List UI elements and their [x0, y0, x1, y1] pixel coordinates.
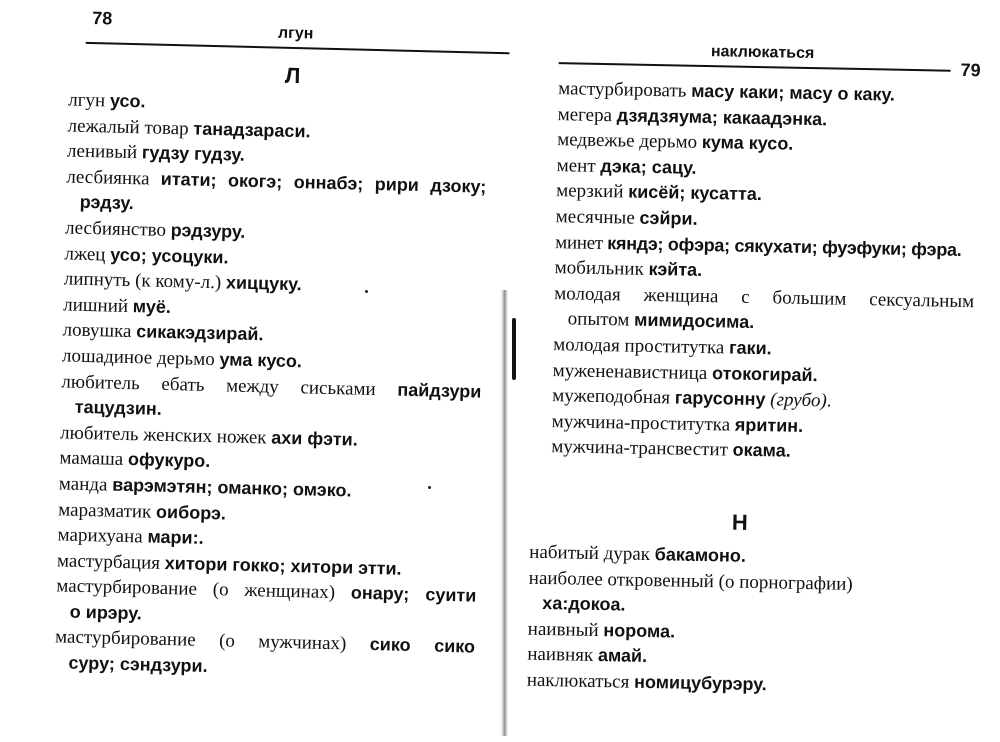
entry-translation: усо; усоцуки. — [110, 244, 229, 268]
entry-translation: кума кусо. — [701, 132, 794, 154]
entry-term: мамаша — [59, 447, 124, 471]
entry-term: мент — [556, 154, 596, 177]
entry-translation: дзядзяума; какаадэнка. — [616, 104, 828, 129]
right-header-rule — [559, 62, 951, 72]
entry-term: мобильник — [554, 257, 644, 281]
entry-term: мужененавистница — [552, 359, 708, 384]
entry-term: мужеподобная — [552, 385, 671, 409]
entry-translation: амай. — [597, 645, 648, 667]
entry-translation: муё. — [132, 295, 172, 317]
entry-term: мерзкий — [556, 180, 624, 203]
entry-translation: хиццуку. — [225, 272, 302, 295]
entry-translation: кисёй; кусатта. — [628, 181, 763, 205]
entry-translation: дэка; сацу. — [600, 155, 697, 178]
left-page-number: 78 — [92, 8, 113, 29]
entry-translation: ха:докоа. — [542, 593, 626, 615]
entry-term-continued: опытом — [567, 308, 630, 331]
entry-term: маразматик — [58, 498, 152, 523]
entry-translation: мари:. — [147, 526, 204, 549]
entry-term: лгун — [68, 89, 106, 112]
right-entry-list-m — [551, 76, 978, 468]
entry-term: ловушка — [62, 319, 132, 343]
entry-translation: сэйри. — [639, 207, 698, 229]
entry-translation: гудзу гудзу. — [141, 142, 246, 165]
left-running-head: лгун — [277, 24, 314, 43]
entry-term: минет — [555, 231, 604, 254]
entry-translation: пайдзури — [397, 379, 482, 402]
scan-speck — [428, 486, 431, 489]
entry-term: лишний — [63, 294, 129, 317]
entry-translation: ума кусо. — [219, 349, 303, 372]
entry-translation: кяндэ; офэра; сякухати; фуэфуки; фэра. — [607, 232, 962, 260]
entry-term: ленивый — [66, 140, 138, 164]
entry-usage-note: (грубо) — [770, 389, 827, 412]
dictionary-entry — [54, 625, 475, 686]
entry-translation: ахи фэти. — [271, 427, 358, 450]
entry-translation: бакамоно. — [654, 544, 747, 566]
entry-translation: окама. — [732, 439, 791, 462]
entry-punct: . — [826, 390, 832, 412]
right-entry-list-n — [527, 540, 950, 702]
entry-term: мастурбировать — [557, 78, 687, 102]
entry-translation-continued: тацудзин. — [74, 396, 163, 419]
entry-term: мастурбирование (о мужчинах) — [54, 626, 347, 655]
entry-translation: номицубурэру. — [633, 671, 767, 695]
entry-translation: варэмэтян; оманко; омэко. — [112, 474, 352, 501]
entry-translation: гарусонну — [674, 387, 766, 410]
section-letter-l: Л — [284, 62, 301, 89]
entry-translation: сико сико — [369, 634, 476, 658]
entry-term: набитый дурак — [529, 541, 651, 566]
entry-term: молодая женщина с большим сексуальным — [554, 282, 975, 312]
entry-term: манда — [58, 473, 108, 496]
entry-term: месячные — [555, 206, 635, 229]
entry-translation: норома. — [603, 619, 676, 642]
left-entry-list — [54, 87, 488, 686]
entry-translation: гаки. — [728, 337, 772, 359]
entry-term: мастурбация — [56, 550, 161, 574]
right-running-head: наклюкаться — [710, 43, 815, 63]
entry-term: наивняк — [527, 644, 594, 667]
scan-speck — [365, 290, 368, 293]
entry-translation: хитори гокко; хитори этти. — [164, 552, 402, 579]
entry-translation: офукуро. — [127, 449, 211, 472]
entry-translation-continued: суру; сэндзури. — [68, 652, 208, 677]
entry-term: липнуть (к кому-л.) — [63, 268, 222, 294]
entry-term: медвежье дерьмо — [556, 129, 698, 154]
entry-translation: яритин. — [734, 414, 804, 436]
dictionary-entry — [553, 281, 974, 340]
section-letter-n: Н — [731, 509, 749, 535]
entry-translation: оиборэ. — [155, 501, 227, 523]
entry-term: мастурбирование (о женщинах) — [56, 575, 336, 604]
entry-term: наивный — [527, 618, 599, 641]
entry-term: мегера — [557, 103, 613, 126]
entry-term: любитель женских ножек — [59, 422, 267, 449]
entry-translation: сикакэдзирай. — [135, 321, 264, 345]
entry-translation: мимидосима. — [633, 310, 755, 333]
dictionary-entry — [528, 565, 949, 624]
entry-term: лесбиянство — [64, 217, 167, 241]
entry-translation: рэдзуру. — [170, 219, 246, 242]
left-header-rule — [86, 42, 510, 54]
entry-term: мужчина-проститутка — [551, 410, 731, 436]
entry-translation-continued: рэдзу. — [79, 192, 135, 214]
entry-translation-continued: о ирэру. — [69, 601, 142, 624]
entry-translation: танадзараси. — [193, 118, 311, 142]
entry-term: лжец — [64, 243, 106, 265]
entry-term: молодая проститутка — [553, 334, 725, 359]
right-page-number: 79 — [960, 59, 981, 81]
entry-term: лошадиное дерьмо — [61, 345, 216, 371]
entry-translation: онару; суити — [350, 582, 477, 606]
entry-term: наиболее откровенный (о порнографии) — [528, 567, 853, 595]
entry-term: лежалый товар — [67, 115, 189, 140]
entry-term: любитель ебать между сиськами — [61, 370, 376, 400]
entry-term: лесбиянка — [66, 166, 150, 190]
entry-translation: кэйта. — [648, 259, 703, 281]
entry-translation: отокогирай. — [711, 362, 818, 385]
entry-translation: итати; окогэ; оннабэ; рири дзоку; — [160, 168, 487, 197]
entry-term: мужчина-трансвестит — [551, 436, 729, 461]
entry-term: марихуана — [57, 524, 143, 548]
entry-translation: масу каки; масу о каку. — [690, 80, 896, 105]
right-page — [498, 0, 1000, 741]
entry-term: наклюкаться — [526, 669, 630, 693]
entry-translation: усо. — [109, 90, 146, 112]
